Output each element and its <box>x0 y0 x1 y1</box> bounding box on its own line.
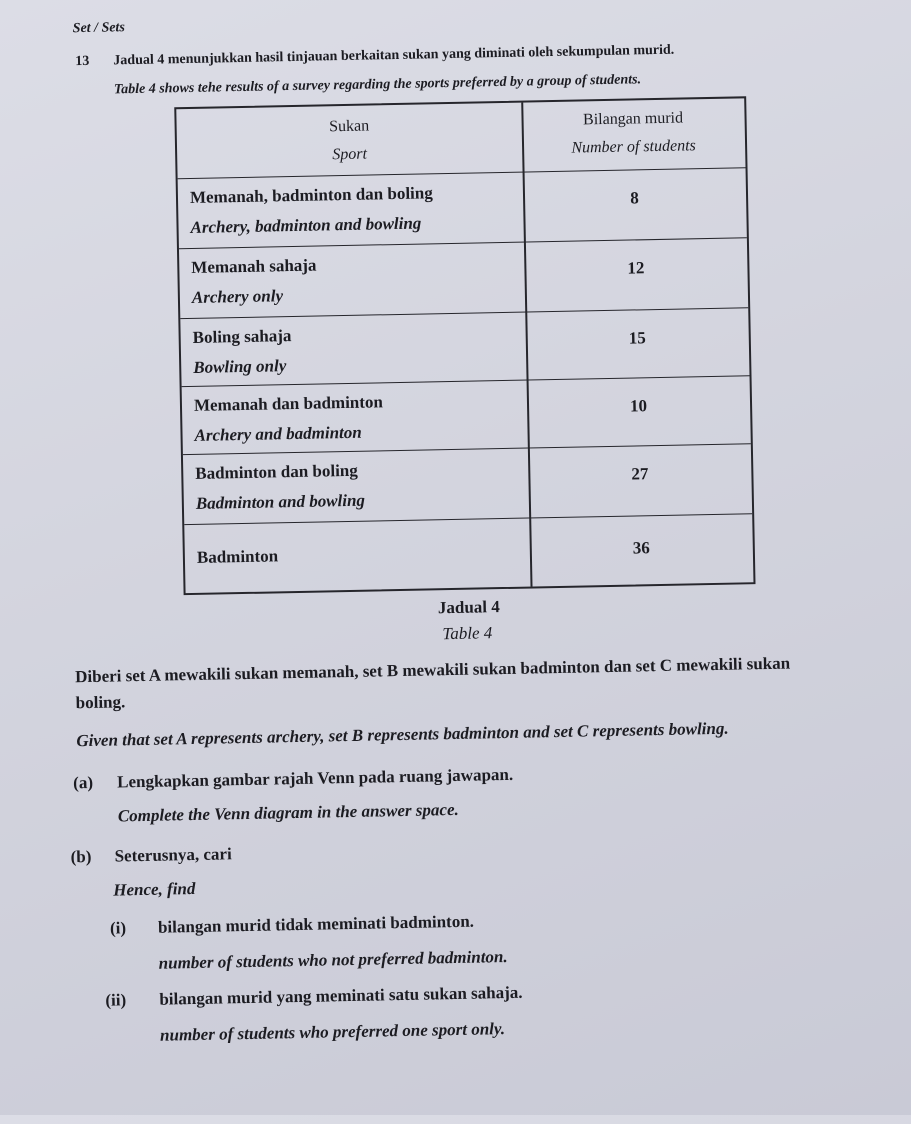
row-sport-ms: Badminton <box>196 546 279 567</box>
part-b-i-ms: bilangan murid tidak meminati badminton. <box>157 911 475 937</box>
table-row <box>184 514 753 593</box>
table-header-row <box>176 98 745 179</box>
given-en: Given that set A represents archery, set B represents badminton and set C represents bowling. <box>76 718 729 751</box>
row-sport-ms: Boling sahaja <box>192 326 292 347</box>
part-b-ii-label: (ii) <box>105 990 127 1010</box>
part-b-en: Hence, find <box>113 878 196 900</box>
section-header: Set / Sets <box>72 20 125 37</box>
table-row <box>182 376 751 455</box>
part-a-label: (a) <box>73 772 94 793</box>
part-b-ii-ms: bilangan murid yang meminati satu sukan sahaja. <box>159 982 523 1009</box>
given-ms-line1: Diberi set A mewakili sukan memanah, set B mewakili sukan badminton dan set C mewakili sukan <box>74 653 791 687</box>
row-sport-ms: Memanah sahaja <box>191 255 317 277</box>
part-b-ii-en: number of students who preferred one sport only. <box>159 1019 506 1045</box>
question-number: 13 <box>75 53 90 70</box>
header-sport-en: Sport <box>332 145 368 164</box>
header-count-ms: Bilangan murid <box>582 109 684 129</box>
table-row <box>179 238 748 319</box>
row-sport-ms: Memanah dan badminton <box>193 392 384 415</box>
intro-malay: Jadual 4 menunjukkan hasil tinjauan berkaitan sukan yang diminati oleh sekumpulan murid. <box>113 42 675 69</box>
row-count: 12 <box>627 258 645 278</box>
part-a-ms: Lengkapkan gambar rajah Venn pada ruang jawapan. <box>117 764 514 792</box>
row-sport-en: Bowling only <box>193 356 287 377</box>
survey-table <box>174 96 755 595</box>
row-count: 15 <box>628 328 646 348</box>
row-count: 27 <box>631 464 649 484</box>
row-sport-en: Archery and badminton <box>194 422 362 445</box>
intro-english: Table 4 shows tehe results of a survey regarding the sports preferred by a group of students. <box>113 72 642 98</box>
row-sport-en: Badminton and bowling <box>195 490 366 513</box>
row-count: 36 <box>632 538 650 558</box>
table-row <box>178 168 747 249</box>
part-b-i-label: (i) <box>109 918 127 938</box>
part-b-label: (b) <box>70 846 92 867</box>
part-a-en: Complete the Venn diagram in the answer space. <box>117 799 459 826</box>
row-count: 8 <box>630 188 640 208</box>
part-b-ms: Seterusnya, cari <box>114 844 232 866</box>
part-b-i-en: number of students who not preferred badminton. <box>158 947 508 973</box>
row-sport-en: Archery only <box>191 286 284 307</box>
header-sport-ms: Sukan <box>328 117 370 136</box>
given-ms-line2: boling. <box>75 692 126 713</box>
table-caption-en: Table 4 <box>442 623 493 644</box>
table-row <box>180 308 749 387</box>
header-count-en: Number of students <box>571 137 696 157</box>
row-count: 10 <box>629 396 648 416</box>
table-caption-ms: Jadual 4 <box>437 597 500 618</box>
row-sport-ms: Badminton dan boling <box>195 460 358 483</box>
row-sport-ms: Memanah, badminton dan boling <box>189 183 433 207</box>
table-row <box>183 444 752 525</box>
row-sport-en: Archery, badminton and bowling <box>190 213 422 237</box>
